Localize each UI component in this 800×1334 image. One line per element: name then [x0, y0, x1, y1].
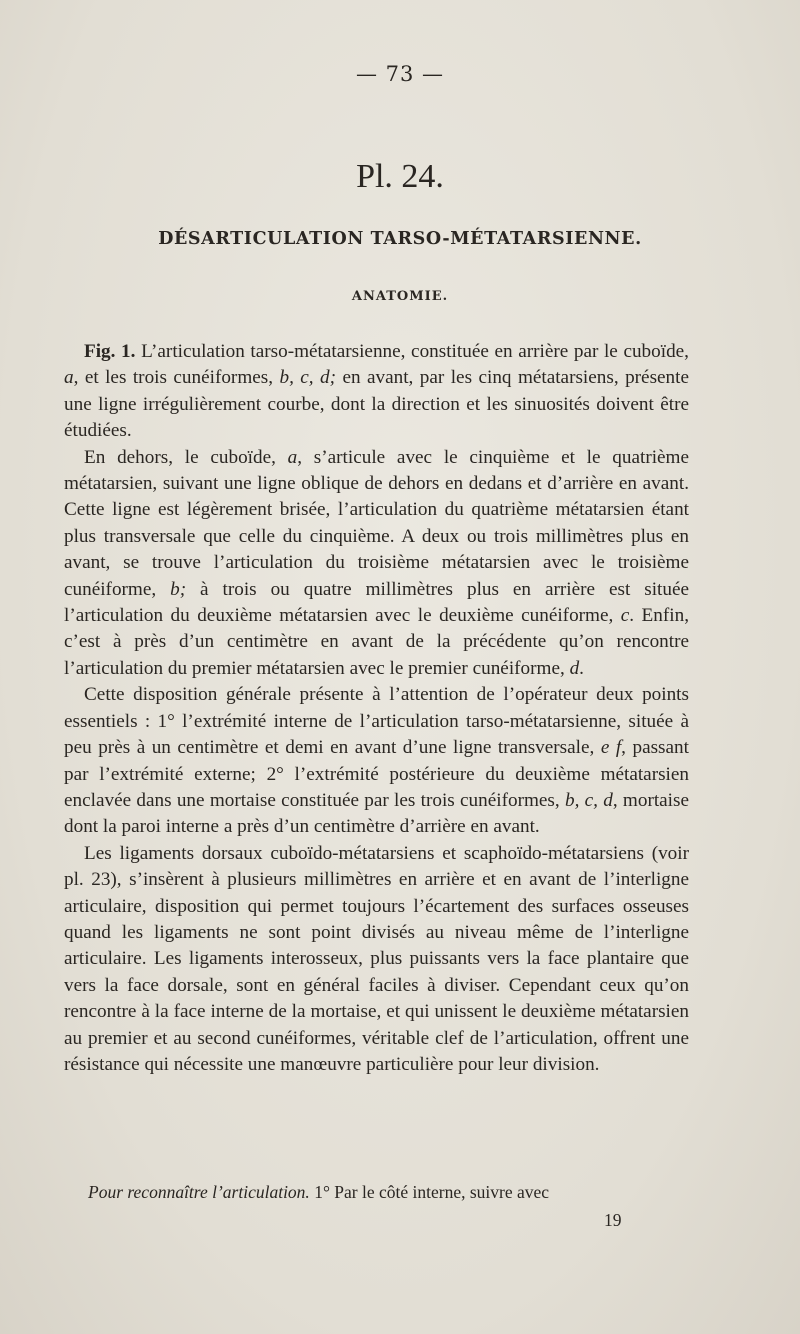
- italic-span: a: [64, 367, 74, 389]
- italic-span: a: [287, 446, 298, 468]
- italic-heading: Pour reconnaître l’articulation.: [88, 1182, 310, 1202]
- page-number: — 73 —: [355, 62, 445, 86]
- paragraph-1: [64, 339, 689, 445]
- italic-span: c: [620, 605, 630, 627]
- italic-span: b, c, d;: [279, 367, 337, 389]
- signature-mark: 19: [604, 1210, 622, 1230]
- italic-span: e f: [600, 737, 622, 759]
- text-span: , mortaise dont la paroi interne a près d’un centimètre d’arrière en avant.: [64, 789, 689, 838]
- text-span: à trois ou quatre millimètres plus en arrière est située l’articulation du deuxième métatarsien avec le deuxième cunéiforme,: [64, 578, 689, 627]
- figure-label: Fig. 1.: [84, 341, 136, 362]
- plate-title: Pl. 24.: [356, 158, 444, 195]
- text-span: , passant par l’extrémité externe; 2° l’extrémité postérieure du deuxième métatarsien enclavée dans une mortaise constituée par les trois cunéiformes,: [64, 737, 689, 811]
- continued-paragraph: [88, 1182, 688, 1203]
- subsection-title: ANATOMIE.: [351, 289, 449, 304]
- text-span: . Enfin, c’est à près d’un centimètre en avant de la précédente qu’on rencontre l’articulation du premier métatarsien avec le premier cunéiforme,: [64, 605, 689, 679]
- text-span: , s’articule avec le cinquième et le quatrième métatarsien, suivant une ligne oblique de dehors en dedans et d’arrière en avant. Cette ligne est légèrement brisée, l’articulation du quatrième métatarsien étant plus transversale que celle du cinquième. A deux ou trois millimètres plus en avant, se trouve l’articulation du troisième métatarsien avec le troisième cunéiforme,: [64, 446, 689, 600]
- text-span: Cette disposition générale présente à l’attention de l’opérateur deux points essentiels : 1° l’extrémité interne de l’articulation tarso-métatarsienne, située à peu près à un centimètre et demi en avant d’une ligne transversale,: [64, 684, 689, 759]
- italic-span: d: [569, 657, 580, 679]
- paragraph-4: Les ligaments dorsaux cuboïdo-métatarsiens et scaphoïdo-métatarsiens (voir pl. 23), s’insèrent à plusieurs millimètres en arrière et en avant de l’interligne articulaire, disposition qui permet toujours l’écartement des surfaces osseuses quand les ligaments ne sont point divisés au niveau même de l’interligne articulaire. Les ligaments interosseux, plus puissants vers la face plantaire que vers la face dorsale, sont en général faciles à diviser. Cependant ceux qu’on rencontre à la face interne de la mortaise, et qui unissent le deuxième métatarsien au premier et au second cunéiformes, véritable clef de l’articulation, offrent une résistance qui nécessite une manœuvre particulière pour leur division.: [64, 842, 689, 1075]
- italic-span: b;: [170, 578, 187, 600]
- section-title: DÉSARTICULATION TARSO-MÉTATARSIENNE.: [158, 229, 642, 249]
- text-span: En dehors, le cuboïde,: [84, 446, 288, 468]
- paragraph-3: [64, 682, 689, 840]
- text-span: , et les trois cunéiformes,: [73, 367, 280, 389]
- text-span: 1° Par le côté interne, suivre avec: [309, 1182, 550, 1202]
- text-span: L’articulation tarso-métatarsienne, constituée en arrière par le cuboïde,: [135, 341, 689, 362]
- text-span: .: [579, 657, 584, 679]
- body-text: [64, 339, 689, 1078]
- italic-span: b, c, d: [564, 789, 613, 811]
- text-span: en avant, par les cinq métatarsiens, présente une ligne irrégulièrement courbe, dont la direction et les sinuosités doivent être étudiées.: [64, 367, 689, 442]
- paragraph-2: [64, 445, 689, 683]
